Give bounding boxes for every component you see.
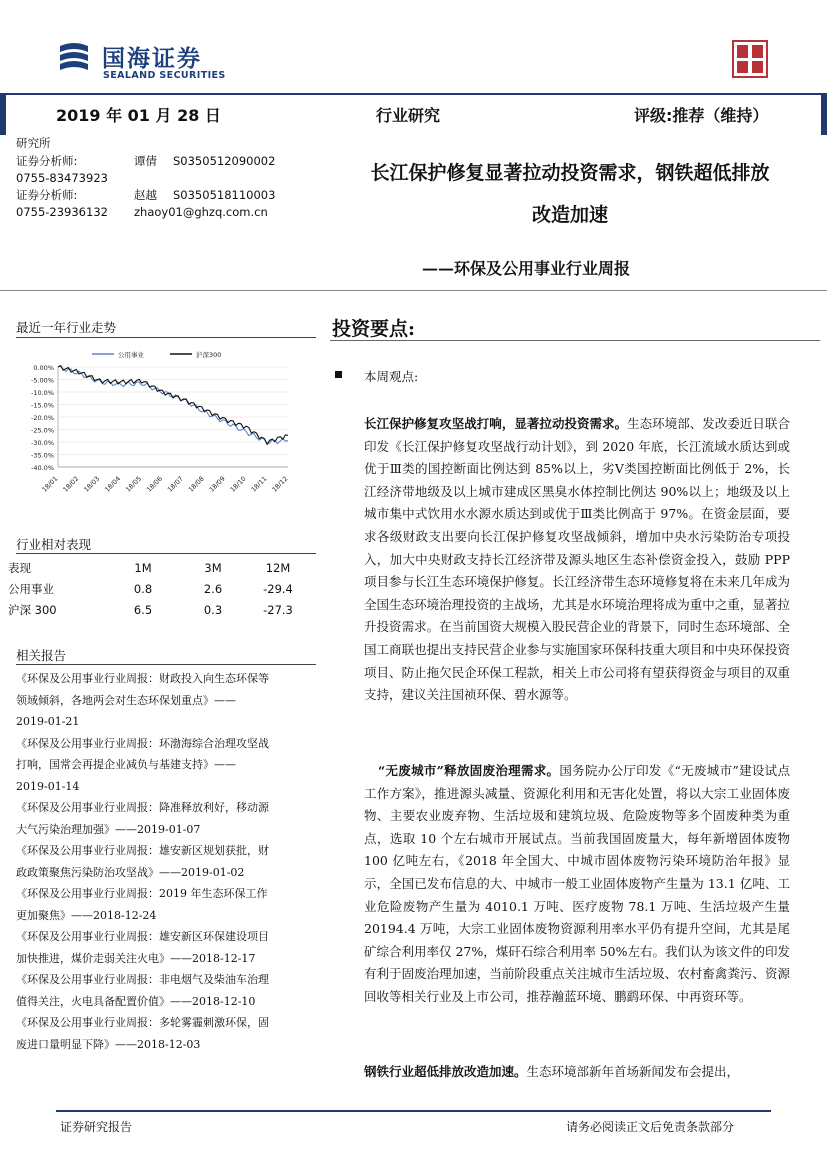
related-report-line: 2019-01-21 (16, 715, 80, 728)
related-report-line: 《环保及公用事业行业周报：非电烟气及柴油车治理 (16, 973, 269, 986)
related-report-line: 大气污染治理加强》——2019-01-07 (16, 822, 201, 836)
paragraph-yangtze-body: 生态环境部、发改委近日联合印发《长江保护修复攻坚战行动计划》，到 2020 年底，长江流域水质达到或优于Ⅲ类的国控断面比例达到 85%以上，劣Ⅴ类国控断面比例低于 2%，长江经济带地级及以上城市建成区黑臭水体控制比例达 90%以上；地级及以上城市集中式饮用水水源水质达到或优于Ⅲ类比例高于 97%。在资金层面，要求各级财政支出要向长江保护修复攻坚战倾斜，增加中央水污染防治专项投入，加大中央财政支持长江经济带及源头地区生态补偿资金投入，鼓励 PPP 项目参与长江生态环境保护修复。长江经济带生态环境修复将在未来几年成为全国生态环境治理投资的主战场，尤其是水环境治理将成为重中之重，显著拉升投资需求。在当前国资大规模入股民营企业的背景下，同时生态环境部、全国工商联也提出支持民营企业参与实施国家环保科技重大项目和中央环保投资项目、防止拖欠民企环保工程款，相关上市公司将有望获得资金与项目的双重支持，建议关注国祯环保、碧水源等。 (364, 416, 790, 703)
related-report-line: 《环保及公用事业行业周报：多轮雾霾刺激环保，固 (16, 1016, 269, 1029)
x-tick-label: 18/07 (165, 474, 185, 494)
report-subtitle: ——环保及公用事业行业周报 (422, 259, 631, 278)
related-report-line: 政政策聚焦污染防治攻坚战》——2019-01-02 (16, 865, 245, 879)
related-report-line: 《环保及公用事业行业周报：雄安新区规划获批，财 (16, 844, 269, 857)
legend-label: 沪深300 (196, 351, 222, 359)
report-category: 行业研究 (376, 106, 441, 125)
y-tick-label: -5.00% (31, 376, 54, 385)
research-institute-seal-icon (732, 40, 768, 78)
y-tick-label: 0.00% (33, 364, 54, 372)
paragraph-yangtze (364, 413, 790, 707)
related-report-line: 2019-01-14 (16, 779, 80, 793)
dept-label: 研究所 (16, 136, 51, 150)
table-row (8, 578, 308, 599)
related-report-line: 更加聚焦》——2018-12-24 (16, 908, 157, 922)
x-tick-label: 18/11 (249, 474, 269, 494)
legend-label: 公用事业 (118, 351, 144, 359)
analyst-cert-2: S0350518110003 (173, 188, 276, 202)
analyst-phone-2: 0755-23936132 (16, 205, 108, 219)
related-heading: 相关报告 (16, 648, 67, 663)
y-tick-label: -10.0% (31, 389, 54, 397)
paragraph-zero-waste (364, 760, 790, 1009)
perf-cell: 0.3 (203, 602, 223, 617)
x-tick-label: 18/04 (103, 474, 123, 494)
y-tick-label: -40.0% (31, 464, 54, 472)
table-row (8, 599, 308, 620)
x-tick-label: 18/05 (124, 474, 144, 494)
x-tick-label: 18/03 (82, 474, 102, 494)
perf-header-cell: 3M (204, 560, 222, 575)
series-line-1 (58, 366, 288, 445)
analyst-name-1: 谭倩 (134, 154, 157, 168)
perf-cell: 公用事业 (8, 581, 54, 596)
perf-cell: -27.3 (263, 602, 293, 617)
footer-right: 请务必阅读正文后免责条款部分 (566, 1120, 735, 1134)
performance-heading-rule (16, 553, 316, 554)
y-tick-label: -25.0% (31, 426, 54, 435)
x-tick-label: 18/01 (40, 474, 60, 494)
analyst-email-2: zhaoy01@ghzq.com.cn (134, 205, 268, 219)
analyst-role-2: 证券分析师: (16, 188, 78, 202)
x-tick-label: 18/10 (228, 474, 248, 494)
bullet-square-icon (335, 371, 342, 378)
report-title-line1: 长江保护修复显著拉动投资需求，钢铁超低排放 (370, 162, 770, 184)
related-report-line: 《环保及公用事业行业周报：2019 年生态环保工作 (16, 887, 268, 900)
related-report-line: 领域倾斜，各地两会对生态环保划重点》—— (16, 693, 236, 707)
trend-heading: 最近一年行业走势 (16, 320, 117, 335)
analyst-phone-1: 0755-83473923 (16, 171, 108, 185)
logo-chinese-name: 国海证券 (102, 46, 202, 72)
x-tick-label: 18/08 (186, 474, 206, 494)
related-report-line: 《环保及公用事业行业周报：降准释放利好，移动源 (16, 801, 269, 814)
perf-cell: -29.4 (263, 581, 293, 596)
report-rating: 评级:推荐（维持） (634, 106, 769, 125)
perf-cell: 0.8 (133, 581, 153, 596)
weekly-view-label: 本周观点: (364, 369, 419, 384)
trend-heading-rule (16, 337, 316, 338)
logo-english-name: SEALAND SECURITIES (103, 70, 226, 81)
paragraph-zero-waste-lead: “无废城市”释放固废治理需求。 (378, 763, 560, 778)
industry-trend-chart (16, 345, 306, 495)
key-points-rule (330, 340, 820, 341)
y-tick-label: -20.0% (31, 414, 54, 422)
analyst-name-2: 赵越 (134, 188, 157, 202)
related-report-line: 打响，国常会再提企业减负与基建支持》—— (16, 758, 236, 771)
x-tick-label: 18/12 (270, 474, 290, 494)
x-tick-label: 18/02 (61, 474, 81, 494)
report-date: 2019 年 01 月 28 日 (56, 106, 221, 125)
performance-heading: 行业相对表现 (16, 537, 92, 552)
header-separator (0, 290, 827, 291)
perf-cell: 6.5 (133, 602, 153, 617)
performance-table (8, 557, 308, 620)
paragraph-zero-waste-body: 国务院办公厅印发《“无废城市”建设试点工作方案》，推进源头减量、资源化利用和无害化处置，将以大宗工业固体废物、主要农业废弃物、生活垃圾和建筑垃圾、危险废物等多个固废种类为重点，选取 10 个左右城市开展试点。当前我国固废量大，每年新增固体废物 100 亿吨左右，《2018 年全国大、中城市固体废物污染环境防治年报》显示，全国已发布信息的大、中城市一般工业固体废物产生量为 13.1 亿吨、工业危险废物产生量为 4010.1 万吨、医疗废物 78.1 万吨、生活垃圾产生量 20194.4 万吨，大宗工业固体废物资源利用率水平仍有提升空间，尤其是尾矿综合利用率仅 27%，煤矸石综合利用率 50%左右。我们认为该文件的印发有利于固废治理加速，当前阶段重点关注城市生活垃圾、农村畜禽粪污、资源回收等相关行业及上市公司，推荐瀚蓝环境、鹏鹞环保、中再资环等。 (364, 763, 791, 1004)
analyst-role-1: 证券分析师: (16, 154, 78, 168)
paragraph-yangtze-lead: 长江保护修复攻坚战打响，显著拉动投资需求。 (364, 416, 628, 431)
y-tick-label: -35.0% (31, 451, 54, 460)
perf-header-cell: 1M (134, 560, 152, 575)
perf-header-cell: 表现 (8, 560, 31, 575)
x-tick-label: 18/06 (145, 474, 164, 494)
related-report-line: 废进口量明显下降》——2018-12-03 (16, 1037, 201, 1051)
header-banner-text (0, 93, 827, 135)
related-heading-rule (16, 664, 316, 665)
sealand-logo-icon (56, 40, 92, 76)
related-report-line: 《环保及公用事业行业周报：环渤海综合治理攻坚战 (16, 736, 269, 750)
analyst-cert-1: S0350512090002 (173, 154, 276, 168)
related-report-line: 《环保及公用事业行业周报：财政投入向生态环保等 (16, 672, 269, 685)
footer-left: 证券研究报告 (60, 1120, 133, 1134)
related-report-line: 《环保及公用事业行业周报：雄安新区环保建设项目 (16, 930, 269, 943)
key-points-heading: 投资要点: (332, 318, 416, 340)
related-report-line: 加快推进，煤价走弱关注火电》——2018-12-17 (16, 951, 256, 965)
x-tick-label: 18/09 (207, 474, 227, 494)
perf-cell: 2.6 (203, 581, 223, 596)
perf-header-cell: 12M (265, 560, 291, 575)
paragraph-steel-lead: 钢铁行业超低排放改造加速。 (364, 1064, 527, 1079)
report-title (330, 152, 810, 236)
paragraph-steel (364, 1061, 790, 1084)
y-tick-label: -30.0% (31, 439, 54, 447)
y-tick-label: -15.0% (31, 401, 54, 410)
perf-cell: 沪深 300 (8, 602, 57, 617)
paragraph-steel-body: 生态环境部新年首场新闻发布会提出， (526, 1064, 740, 1079)
related-reports-list (16, 668, 316, 1055)
report-title-line2: 改造加速 (531, 204, 608, 226)
related-report-line: 值得关注，火电具备配置价值》——2018-12-10 (16, 994, 256, 1008)
performance-header-row (8, 557, 308, 578)
footer-rule (56, 1110, 771, 1112)
